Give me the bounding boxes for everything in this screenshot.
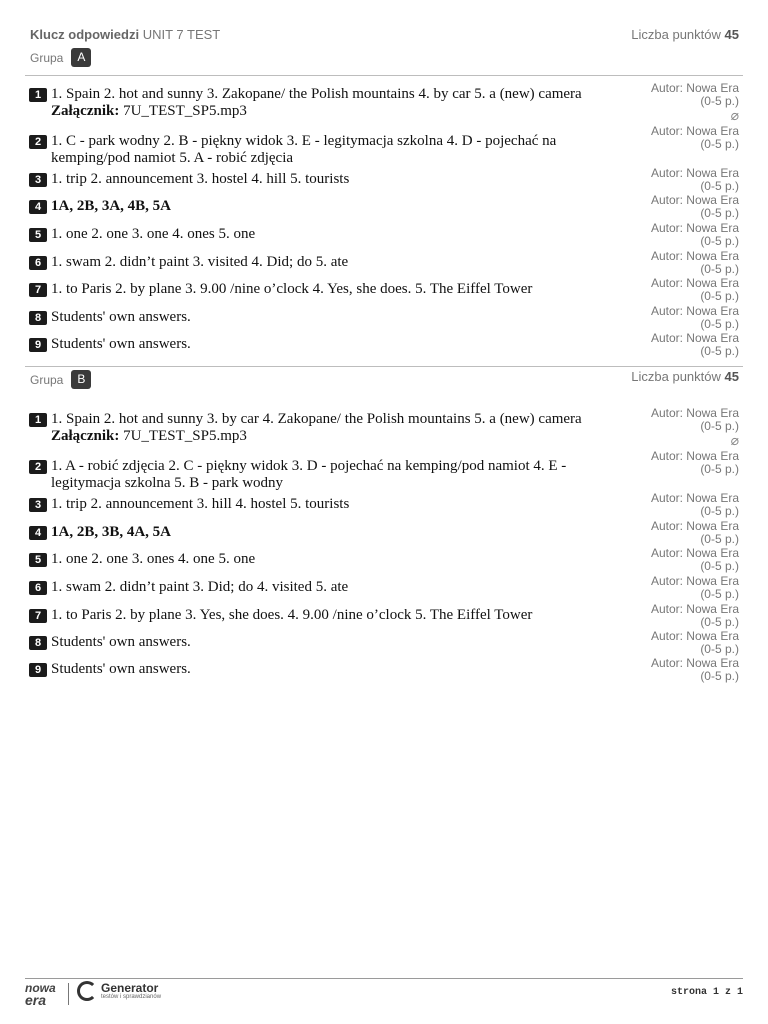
answer-text: 1. swam 2. didn’t paint 3. Did; do 4. visited 5. ate [51, 579, 349, 595]
question-number-badge: 4 [29, 526, 47, 540]
author-meta: Autor: Nowa Era (0-5 p.) [650, 331, 739, 358]
attachment-file[interactable]: 7U_TEST_SP5.mp3 [123, 103, 247, 119]
question-number-badge: 1 [29, 413, 47, 427]
nowa-era-logo: nowa era [25, 981, 56, 1008]
generator-logo: Generator testów i sprawdzianów [77, 981, 161, 1001]
answer-text: Students' own answers. [51, 634, 191, 650]
divider [25, 366, 743, 367]
paperclip-icon[interactable]: ⌀ [730, 108, 739, 124]
answer-text: 1. to Paris 2. by plane 3. Yes, she does. 4. 9.00 /nine o’clock 5. The Eiffel Tower [51, 607, 533, 623]
header-title: Klucz odpowiedzi UNIT 7 TEST [30, 27, 221, 42]
answer-text: Students' own answers. [51, 336, 191, 352]
author-meta: Autor: Nowa Era (0-5 p.) [650, 449, 739, 476]
question-number-badge: 5 [29, 228, 47, 242]
total-points: Liczba punktów 45 [631, 27, 739, 42]
footer-divider [25, 978, 743, 979]
author-meta: Autor: Nowa Era (0-5 p.) [650, 124, 739, 151]
question-number-badge: 8 [29, 636, 47, 650]
g-logo-icon [77, 981, 97, 1001]
answer-text: 1. C - park wodny 2. B - piękny widok 3. E - legitymacja szkolna 4. D - pojechać na kemping/pod namiot 5. A - robić zdjęcia [51, 133, 557, 166]
author-meta: Autor: Nowa Era (0-5 p.) [650, 519, 739, 546]
group-badge: B [71, 370, 91, 389]
author-meta: Autor: Nowa Era (0-5 p.) ⌀ [650, 406, 739, 449]
attachment: Załącznik: 7U_TEST_SP5.mp3 [51, 103, 247, 119]
question-number-badge: 7 [29, 609, 47, 623]
question-number-badge: 3 [29, 173, 47, 187]
attachment: Załącznik: 7U_TEST_SP5.mp3 [51, 428, 247, 444]
answer-text: 1. trip 2. announcement 3. hill 4. hostel 5. tourists [51, 496, 350, 512]
question-number-badge: 9 [29, 338, 47, 352]
question-number-badge: 7 [29, 283, 47, 297]
question-number-badge: 4 [29, 200, 47, 214]
author-meta: Autor: Nowa Era (0-5 p.) ⌀ [650, 81, 739, 124]
logo-separator [68, 983, 69, 1005]
question-number-badge: 2 [29, 135, 47, 149]
author-meta: Autor: Nowa Era (0-5 p.) [650, 629, 739, 656]
answer-text: 1. swam 2. didn’t paint 3. visited 4. Did; do 5. ate [51, 254, 349, 270]
question-number-badge: 5 [29, 553, 47, 567]
question-number-badge: 9 [29, 663, 47, 677]
group-a-label: Grupa A [30, 48, 91, 67]
question-number-badge: 8 [29, 311, 47, 325]
author-meta: Autor: Nowa Era (0-5 p.) [650, 304, 739, 331]
author-meta: Autor: Nowa Era (0-5 p.) [650, 249, 739, 276]
author-meta: Autor: Nowa Era (0-5 p.) [650, 193, 739, 220]
group-badge: A [71, 48, 91, 67]
author-meta: Autor: Nowa Era (0-5 p.) [650, 656, 739, 683]
attachment-file[interactable]: 7U_TEST_SP5.mp3 [123, 428, 247, 444]
answer-text: 1. one 2. one 3. ones 4. one 5. one [51, 551, 256, 567]
question-number-badge: 2 [29, 460, 47, 474]
author-meta: Autor: Nowa Era (0-5 p.) [650, 546, 739, 573]
question-number-badge: 1 [29, 88, 47, 102]
question-number-badge: 6 [29, 581, 47, 595]
author-meta: Autor: Nowa Era (0-5 p.) [650, 491, 739, 518]
document-header [30, 27, 739, 42]
answer-text: 1A, 2B, 3B, 4A, 5A [51, 524, 172, 540]
group-b-points: Liczba punktów 45 [631, 369, 739, 384]
question-number-badge: 6 [29, 256, 47, 270]
answer-text: 1. A - robić zdjęcia 2. C - piękny widok 3. D - pojechać na kemping/pod namiot 4. E - legitymacja szkolna 5. B - park wodny [51, 458, 567, 491]
paperclip-icon[interactable]: ⌀ [730, 433, 739, 449]
answer-text: Students' own answers. [51, 661, 191, 677]
answer-text: Students' own answers. [51, 309, 191, 325]
answer-text: 1. trip 2. announcement 3. hostel 4. hill 5. tourists [51, 171, 350, 187]
author-meta: Autor: Nowa Era (0-5 p.) [650, 574, 739, 601]
author-meta: Autor: Nowa Era (0-5 p.) [650, 166, 739, 193]
question-number-badge: 3 [29, 498, 47, 512]
divider [25, 75, 743, 76]
answer-text: 1A, 2B, 3A, 4B, 5A [51, 198, 172, 214]
page-number: strona 1 z 1 [670, 987, 743, 998]
answer-text: 1. to Paris 2. by plane 3. 9.00 /nine o’clock 4. Yes, she does. 5. The Eiffel Tower [51, 281, 533, 297]
author-meta: Autor: Nowa Era (0-5 p.) [650, 221, 739, 248]
author-meta: Autor: Nowa Era (0-5 p.) [650, 602, 739, 629]
group-b-label: Grupa B [30, 370, 91, 389]
answer-text: 1. Spain 2. hot and sunny 3. Zakopane/ the Polish mountains 4. by car 5. a (new) camera Załącznik: 7U_TEST_SP5.mp3 [51, 86, 631, 120]
answer-text: 1. Spain 2. hot and sunny 3. by car 4. Zakopane/ the Polish mountains 5. a (new) camera Załącznik: 7U_TEST_SP5.mp3 [51, 411, 631, 445]
answer-text: 1. one 2. one 3. one 4. ones 5. one [51, 226, 256, 242]
author-meta: Autor: Nowa Era (0-5 p.) [650, 276, 739, 303]
